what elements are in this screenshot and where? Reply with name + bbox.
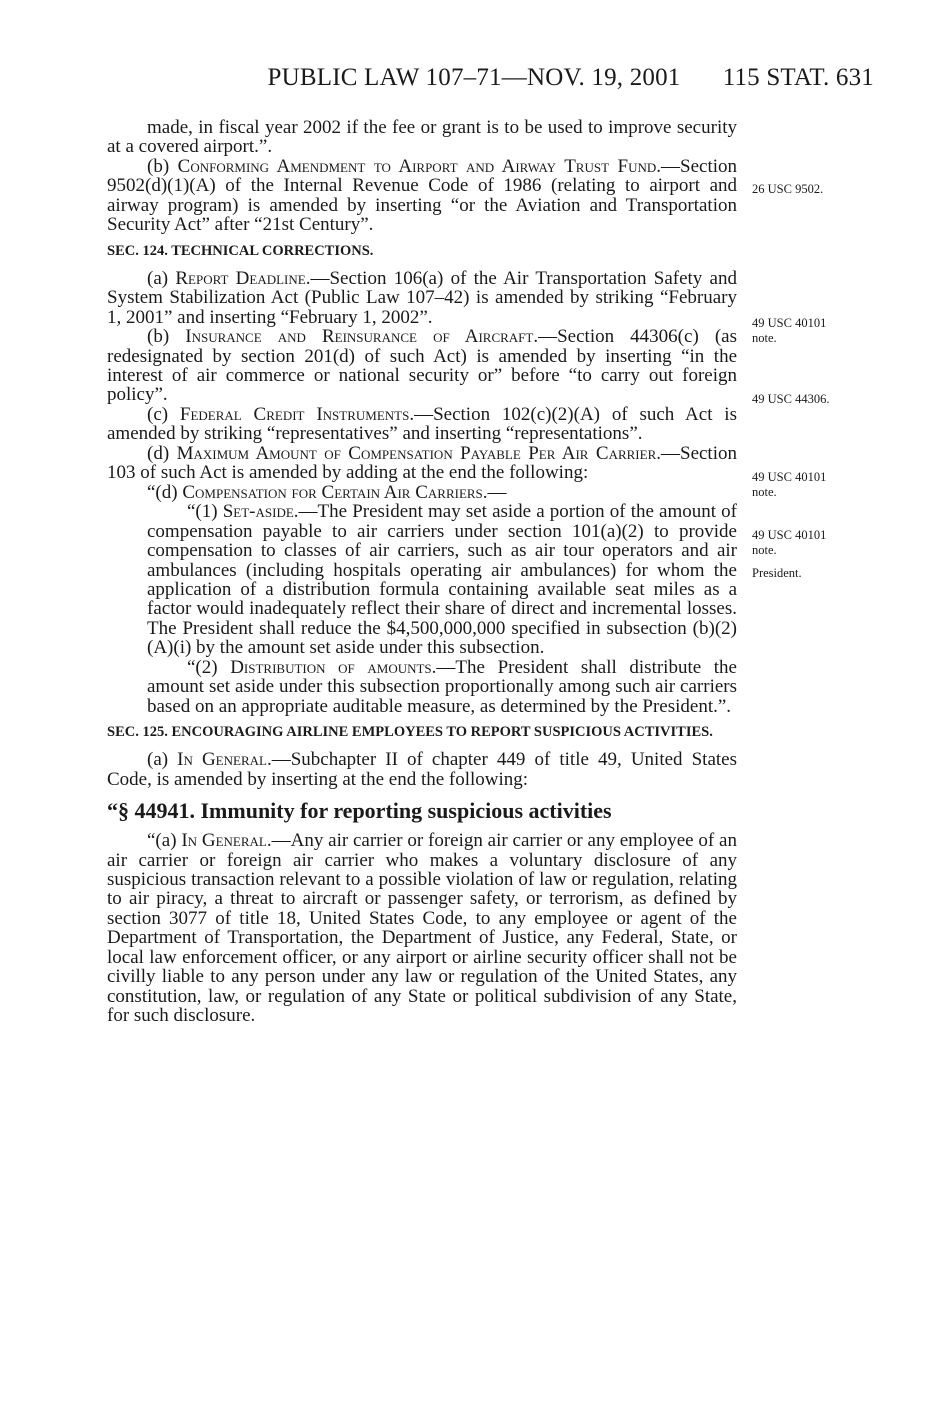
main-text	[107, 118, 737, 1026]
header-title: PUBLIC LAW 107–71—NOV. 19, 2001	[267, 64, 681, 91]
section-125-heading: SEC. 125. ENCOURAGING AIRLINE EMPLOYEES TO REPORT SUSPICIOUS ACTIVITIES.	[107, 724, 713, 741]
paragraph-heading: In General.	[181, 830, 272, 852]
paragraph-heading: In General.	[177, 749, 272, 771]
paragraph-a-report-deadline: (a) Report Deadline.—Section 106(a) of the Air Transportation Safety and System Stabilization Act (Public Law 107–42) is amended by striking “February 1, 2001” and inserting “February 1, 2002”.	[107, 267, 737, 328]
section-124-heading: SEC. 124. TECHNICAL CORRECTIONS.	[107, 242, 374, 259]
margin-note-49-usc-40101-b: 49 USC 40101 note.	[752, 470, 827, 499]
paragraph-b-insurance: (b) Insurance and Reinsurance of Aircraft.—Section 44306(c) (as redesignated by section 201(d) of such Act) is amended by inserting “in the interest of air commerce or national security or” before “to carry out foreign policy”.	[107, 326, 738, 406]
paragraph-heading: Federal Credit Instruments.	[179, 403, 415, 425]
paragraph-continuation: made, in fiscal year 2002 if the fee or grant is to be used to improve security at a covered airport.”.	[107, 117, 737, 158]
header-page-number: 115 STAT. 631	[722, 64, 874, 91]
paragraph-heading: Insurance and Reinsurance of Aircraft.	[185, 326, 539, 348]
paragraph-c-credit: (c) Federal Credit Instruments.—Section 102(c)(2)(A) of such Act is amended by striking “representatives” and inserting “representations”.	[107, 403, 737, 445]
margin-note-49-usc-40101: 49 USC 40101 note.	[752, 316, 827, 345]
margin-note-49-usc-44306: 49 USC 44306.	[752, 392, 830, 406]
paragraph-d-maximum-amount: (d) Maximum Amount of Compensation Payable Per Air Carrier.—Section 103 of such Act is amended by adding at the end the following:	[107, 442, 737, 484]
paragraph-b-conforming: (b) Conforming Amendment to Airport and Airway Trust Fund.—Section 9502(d)(1)(A) of the Internal Revenue Code of 1986 (relating to airport and airway program) is amended by inserting “or the Aviation and Transportation Security Act” after “21st Century”.	[107, 155, 738, 236]
margin-note-26-usc-9502: 26 USC 9502.	[752, 182, 824, 196]
paragraph-heading: Maximum Amount of Compensation Payable Per Air Carrier.	[176, 442, 661, 464]
paragraph-a-in-general: (a) In General.—Subchapter II of chapter 449 of title 49, United States Code, is amended by inserting at the end the following:	[107, 749, 737, 790]
margin-note-49-usc-40101-c: 49 USC 40101 note.	[752, 528, 827, 557]
quoted-paragraph-2: “(2) Distribution of amounts.—The President shall distribute the amount set aside under this subsection proportionally among such air carriers based on an appropriate auditable measure, as determined by the President.”.	[147, 656, 737, 717]
paragraph-heading: Compensation for Certain Air Carriers.	[182, 481, 488, 503]
paragraph-heading: Distribution of amounts.	[230, 656, 437, 678]
margin-note-president: President.	[752, 566, 802, 580]
paragraph-heading: Set-aside.	[222, 501, 299, 523]
quoted-paragraph-1: “(1) Set-aside.—The President may set aside a portion of the amount of compensation payable to air carriers under section 101(a)(2) to provide compensation to classes of air carriers, such as air tour operators and air ambulances (including hospitals operating air ambulances) for whom the application of a distribution formula containing available seat miles as a factor would inadequately reflect their share of direct and incremental losses. The President shall reduce the $4,500,000,000 specified in subsection (b)(2)(A)(i) by the amount set aside under this subsection.	[147, 501, 737, 659]
running-header	[0, 64, 948, 100]
section-44941-heading: “§ 44941. Immunity for reporting suspicious activities	[107, 798, 612, 824]
paragraph-heading: Conforming Amendment to Airport and Airway Trust Fund.	[177, 155, 662, 177]
paragraph-heading: Report Deadline.	[175, 267, 311, 289]
paragraph-44941-a: “(a) In General.—Any air carrier or foreign air carrier or any employee of an air carrier or foreign air carrier who makes a voluntary disclosure of any suspicious transaction relevant to a possible violation of law or regulation, relating to air piracy, a threat to aircraft or passenger safety, or terrorism, as defined by section 3077 of title 18, United States Code, to any employee or agent of the Department of Transportation, the Department of Justice, any Federal, State, or local law enforcement officer, or any airport or airline security officer shall not be civilly liable to any person under any law or regulation of the United States, any constitution, law, or regulation of any State or political subdivision of any State, for such disclosure.	[107, 830, 737, 1027]
quoted-subsection-d: “(d) Compensation for Certain Air Carriers.—	[147, 481, 507, 503]
